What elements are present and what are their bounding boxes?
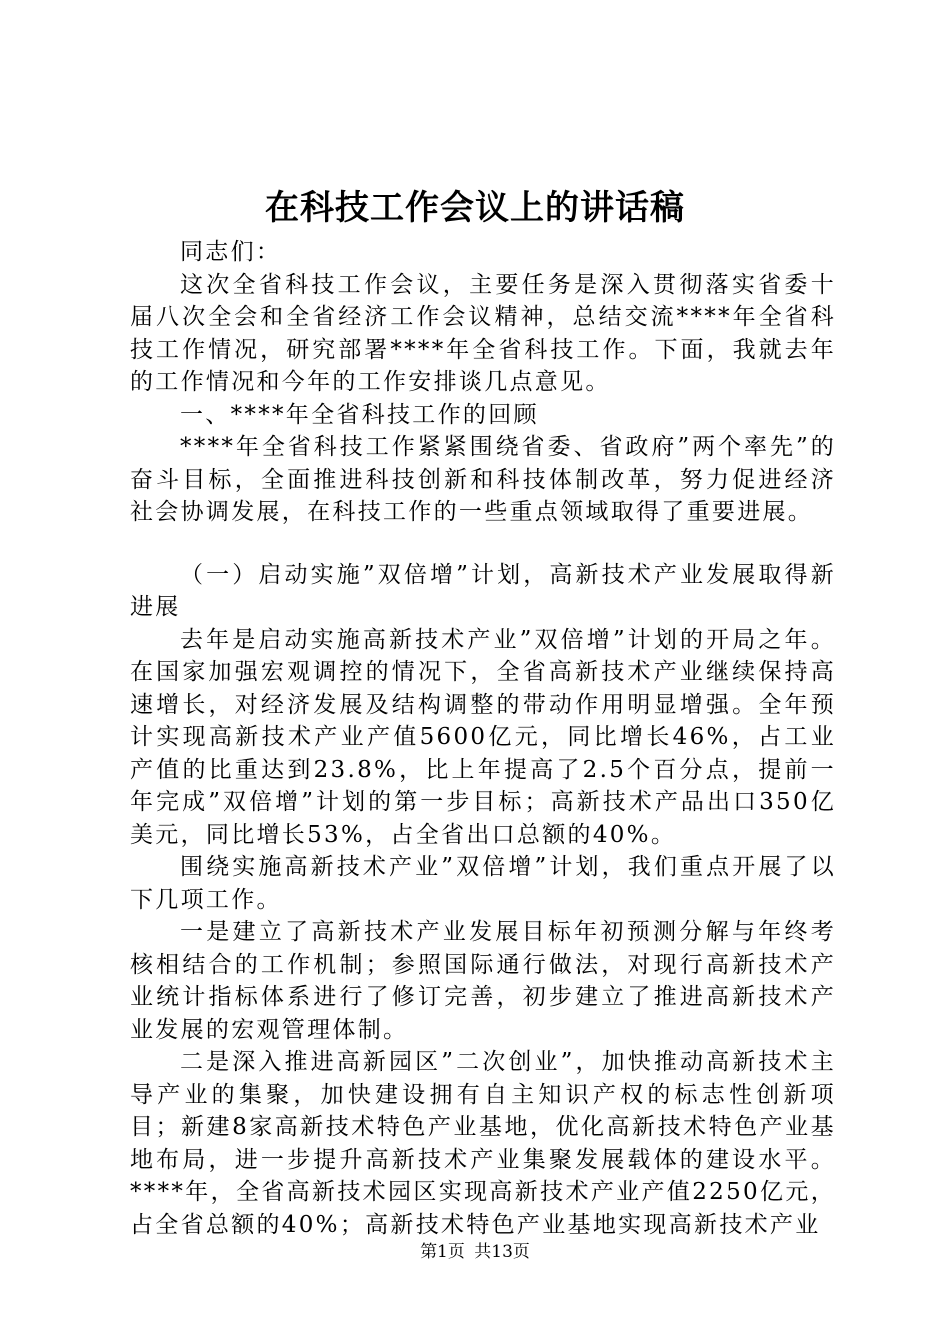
body-paragraph: 去年是启动实施高新技术产业”双倍增”计划的开局之年。在国家加强宏观调控的情况下，全省高新技术产业继续保持高速增长，对经济发展及结构调整的带动作用明显增强。全年预计实现高新技术产业产值5600亿元，同比增长46%，占工业产值的比重达到23.8%，比上年提高了2.5个百分点，提前一年完成”双倍增”计划的第一步目标；高新技术产品出口350亿美元，同比增长53%，占全省出口总额的40%。 [130, 626, 836, 848]
page-footer [0, 1240, 950, 1264]
subsection-heading: （一）启动实施”双倍增”计划，高新技术产业发展取得新进展 [130, 561, 836, 620]
document-title: 在科技工作会议上的讲话稿 [265, 188, 685, 228]
body-paragraph: 二是深入推进高新园区”二次创业”，加快推动高新技术主导产业的集聚，加快建设拥有自主知识产权的标志性创新项目；新建8家高新技术特色产业基地，优化高新技术特色产业基地布局，进一步提升高新技术产业集聚发展载体的建设水平。****年，全省高新技术园区实现高新技术产业产值2250亿元，占全省总额的40%；高新技术特色产业基地实现高新技术产业 [130, 1049, 836, 1238]
document-body [130, 236, 836, 1241]
page-number: 第1页 [420, 1242, 465, 1262]
body-paragraph: 围绕实施高新技术产业”双倍增”计划，我们重点开展了以下几项工作。 [130, 854, 836, 913]
page-total: 共13页 [474, 1242, 530, 1262]
body-paragraph: 一是建立了高新技术产业发展目标年初预测分解与年终考核相结合的工作机制；参照国际通行做法，对现行高新技术产业统计指标体系进行了修订完善，初步建立了推进高新技术产业发展的宏观管理体制。 [130, 919, 836, 1043]
section-heading: 一、****年全省科技工作的回顾 [180, 401, 539, 428]
body-paragraph: 这次全省科技工作会议，主要任务是深入贯彻落实省委十届八次全会和全省经济工作会议精神，总结交流****年全省科技工作情况，研究部署****年全省科技工作。下面，我就去年的工作情况和今年的工作安排谈几点意见。 [130, 271, 836, 395]
greeting-paragraph: 同志们： [180, 239, 282, 265]
body-paragraph: ****年全省科技工作紧紧围绕省委、省政府”两个率先”的奋斗目标，全面推进科技创新和科技体制改革，努力促进经济社会协调发展，在科技工作的一些重点领域取得了重要进展。 [130, 434, 836, 525]
